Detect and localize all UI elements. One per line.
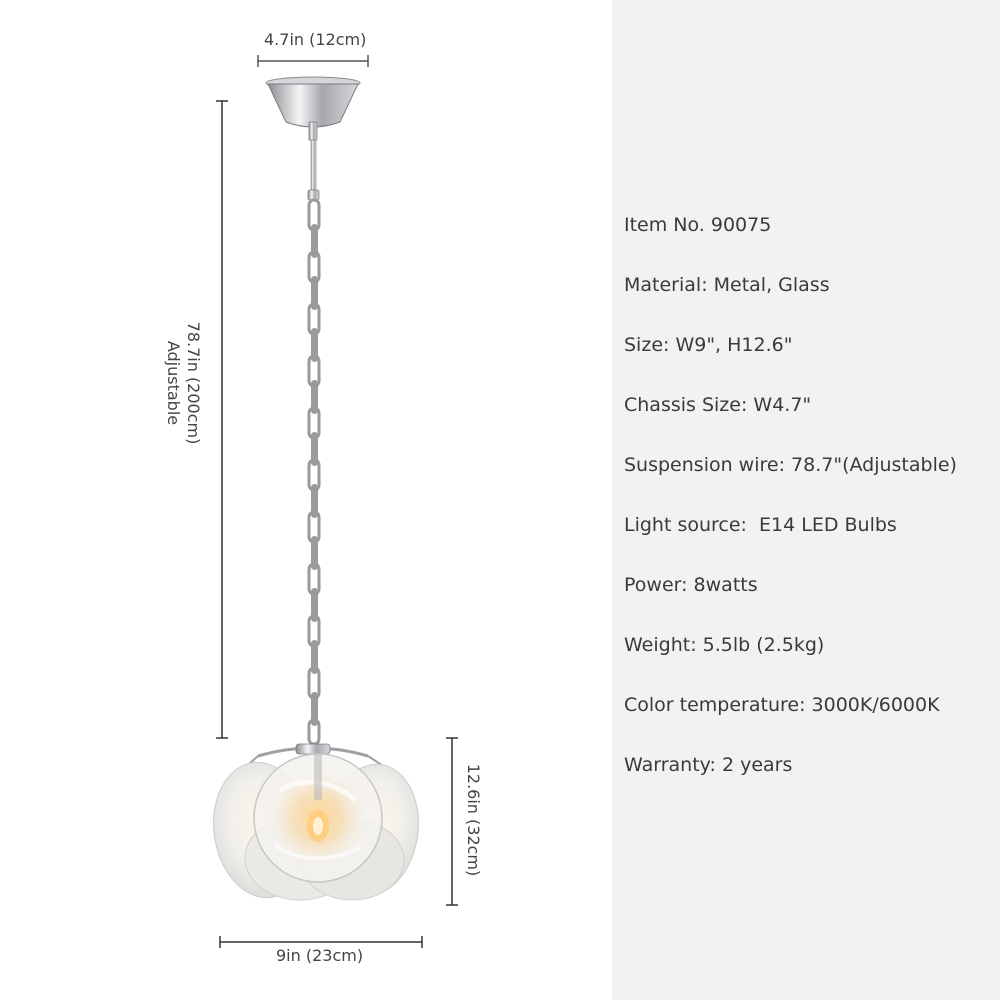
spec-item-warranty: Warranty: 2 years xyxy=(624,754,793,776)
spec-item-chassis-size: Chassis Size: W4.7" xyxy=(624,394,812,416)
spec-item-light-source: Light source: E14 LED Bulbs xyxy=(624,514,897,536)
specifications-panel xyxy=(612,0,1000,1000)
spec-item-item-no: Item No. 90075 xyxy=(624,214,772,236)
cord-adjustable-note: Adjustable xyxy=(164,340,183,426)
cord-length-label xyxy=(163,303,203,463)
spec-item-power: Power: 8watts xyxy=(624,574,758,596)
spec-list xyxy=(624,211,957,811)
suspension-rod xyxy=(308,140,319,200)
canopy-width-dimension-line xyxy=(258,55,368,67)
cord-length-value: 78.7in (200cm) xyxy=(184,321,203,445)
cord-length-dimension-line xyxy=(216,101,228,738)
shade-height-label: 12.6in (32cm) xyxy=(464,763,483,877)
shade-height-dimension-line xyxy=(446,738,458,905)
spec-item-color-temperature: Color temperature: 3000K/6000K xyxy=(624,694,940,716)
spec-item-weight: Weight: 5.5lb (2.5kg) xyxy=(624,634,825,656)
shade-width-label: 9in (23cm) xyxy=(276,946,364,965)
spec-item-suspension-wire: Suspension wire: 78.7"(Adjustable) xyxy=(624,454,957,476)
spec-item-size: Size: W9", H12.6" xyxy=(624,334,793,356)
canopy-width-label: 4.7in (12cm) xyxy=(264,30,367,49)
suspension-chain xyxy=(309,200,319,744)
ceiling-canopy xyxy=(266,77,360,140)
spec-item-material: Material: Metal, Glass xyxy=(624,274,830,296)
